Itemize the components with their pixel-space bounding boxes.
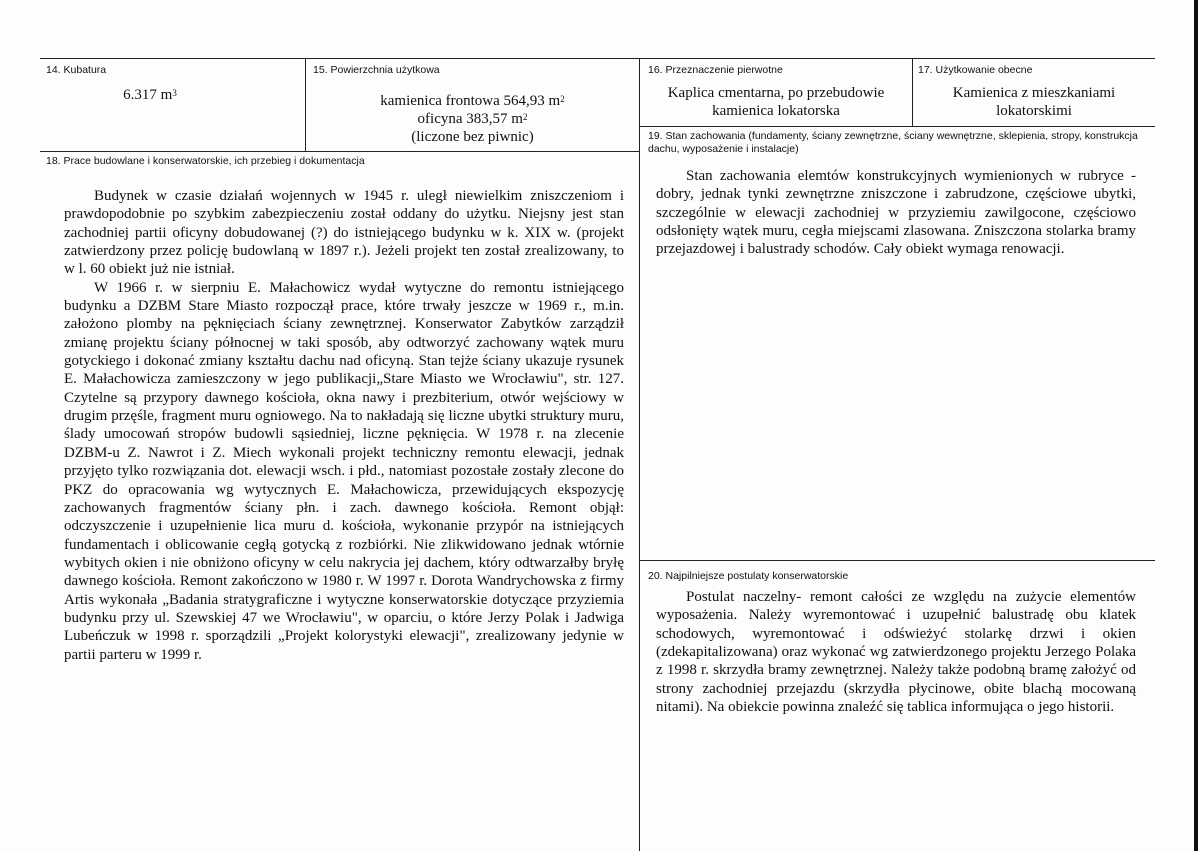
prace-text <box>64 187 624 664</box>
top-rule <box>40 58 1155 59</box>
kubatura-value-sup: 3 <box>172 88 177 98</box>
stan-zachowania-text <box>656 167 1136 259</box>
prace-label: 18. Prace budowlane i konserwatorskie, ich przebieg i dokumentacja <box>46 155 365 167</box>
powierzchnia-line1 <box>306 92 639 110</box>
powierzchnia-line1-text: kamienica frontowa 564,93 m <box>380 93 561 109</box>
powierzchnia-line1-sup: 2 <box>560 94 565 104</box>
przeznaczenie-label: 16. Przeznaczenie pierwotne <box>648 64 783 76</box>
stan-zachowania-label: 19. Stan zachowania (fundamenty, ściany zewnętrzne, ściany wewnętrzne, sklepienia, stropy, konstrukcja dachu, wyposażenie i instalacje) <box>648 130 1138 155</box>
prace-paragraph-2: W 1966 r. w sierpniu E. Małachowicz wydał wytyczne do remontu istniejącego budynku a DZBM Stare Miasto rozpoczął prace, które trwały jeszcze w 1969 r., m.in. założono plomby na pęknięciach ściany zewnętrznej. Konserwator Zabytków zarządził zmianę projektu ściany północnej w taki sposób, aby odtworzyć zachowany wątek muru gotyckiego i dokonać zmiany kształtu dachu nad oficyną. Stan tejże ściany ukazuje rysunek E. Małachowicza zamieszczony w jego publikacji„Stare Miasto we Wrocławiu", str. 127. Czytelne są przypory dawnego kościoła, okna nawy i prezbiterium, otwór wejściowy w drugim przęśle, fragment muru ogniowego. Na to nakładają się liczne ubytki struktury muru, ślady umocowań stropów budowli sąsiedniej, liczne pęknięcia. W 1978 r. na zlecenie DZBM-u Z. Nawrot i Z. Miech wykonali projekt techniczny remontu elewacji, jednak przyjęto tylko rozwiązania dot. elewacji wsch. i płd., natomiast pozostałe zostały zlecone do PKZ do opracowania wg wytycznych E. Małachowicza, przewidujących ekspozycję zachowanych fragmentów ściany płn. i zach. dawnego kościoła. Remont objął: odczyszczenie i uzupełnienie lica muru d. kościoła, wykonanie przypór na istniejących fundamentach i oblicowanie cegłą gotycką z rozbiórki. Nie zlikwidowano jednak wtórnie wybitych okien i nie obniżono oficyny w celu nakrycia jej dachem, który odtwarzałby bryłę dawnego kościoła. Remont zakończono w 1980 r. W 1997 r. Dorota Wandrychowska z firmy Artis wykonała „Badania stratygraficzne i wytyczne konserwatorskie dotyczące przyziemia budynku przy ul. Szewskiej 47 we Wrocławiu", w oparciu, o które Jerzy Polak i Jadwiga Lubeńczuk w 1998 r. sporządzili „Projekt kolorystyki elewacji", zrealizowany jedynie w partii parteru w 1999 r. <box>64 279 624 663</box>
powierzchnia-line3: (liczone bez piwnic) <box>411 129 534 145</box>
center-divider <box>639 58 640 851</box>
powierzchnia-label: 15. Powierzchnia użytkowa <box>313 64 440 76</box>
kubatura-label: 14. Kubatura <box>46 64 107 76</box>
przeznaczenie-value <box>640 84 912 120</box>
scan-edge <box>1194 0 1198 851</box>
postulaty-label: 20. Najpilniejsze postulaty konserwatorskie <box>648 570 849 582</box>
rule-under-15 <box>40 151 639 152</box>
uzytkowanie-label: 17. Użytkowanie obecne <box>918 64 1033 76</box>
stan-zachowania-paragraph: Stan zachowania elemtów konstrukcyjnych wymienionych w rubryce - dobry, jednak tynki zewnętrzne zniszczone i zabrudzone, częściowe ubytki, szczególnie w elewacji zachodniej w przyziemiu zawilgocone, częściowo odsłonięty wątek muru, cegła miejscami zlasowana. Zniszczona stolarka bramy przejazdowej i balustrady schodów. Cały obiekt wymaga renowacji. <box>656 168 1136 258</box>
rule-under-16-17 <box>639 126 1155 127</box>
powierzchnia-line2-text: oficyna 383,57 m <box>417 111 523 127</box>
powierzchnia-value <box>306 92 639 146</box>
uzytkowanie-value <box>913 84 1155 120</box>
postulaty-text <box>656 588 1136 716</box>
powierzchnia-line2-sup: 2 <box>522 112 528 122</box>
kubatura-value-text: 6.317 m <box>123 87 173 103</box>
kubatura-value <box>60 86 240 104</box>
uzytkowanie-line1: Kamienica z mieszkaniami <box>952 85 1116 101</box>
postulaty-paragraph: Postulat naczelny- remont całości ze względu na zużycie elementów wyposażenia. Należy wyremontować i uzupełnić balustradę obu klatek schodowych, wyremontować i odświeżyć stolarkę drzwi i okien (zdekapitalizowana) oraz wykonać wg zatwierdzonego projektu Jerzego Polaka z 1998 r. skrzydła bramy zewnętrznej. Należy także podobną bramę założyć od strony zachodniej przejazdu (skrzydła płycinowe, obite blachą mocowaną nitami). Na obiekcie powinna znaleźć się tablica informująca o jego historii. <box>656 589 1136 716</box>
uzytkowanie-line2: lokatorskimi <box>996 103 1072 119</box>
powierzchnia-line2 <box>306 110 639 128</box>
rule-above-20 <box>639 560 1155 561</box>
przeznaczenie-line2: kamienica lokatorska <box>712 103 840 119</box>
prace-paragraph-1: Budynek w czasie działań wojennych w 1945 r. uległ niewielkim zniszczeniom i prawdopodobnie po szybkim zabezpieczeniu został oddany do użytku. Niejsny jest stan zachodniej partii oficyny dobudowanej (?) do istniejącego budynku w k. XIX w. (projekt zatwierdzony przez policję budowlaną w 1897 r.). Jeżeli projekt ten został zrealizowany, to w l. 60 obiekt już nie istniał. <box>64 188 624 278</box>
przeznaczenie-line1: Kaplica cmentarna, po przebudowie <box>667 85 885 101</box>
